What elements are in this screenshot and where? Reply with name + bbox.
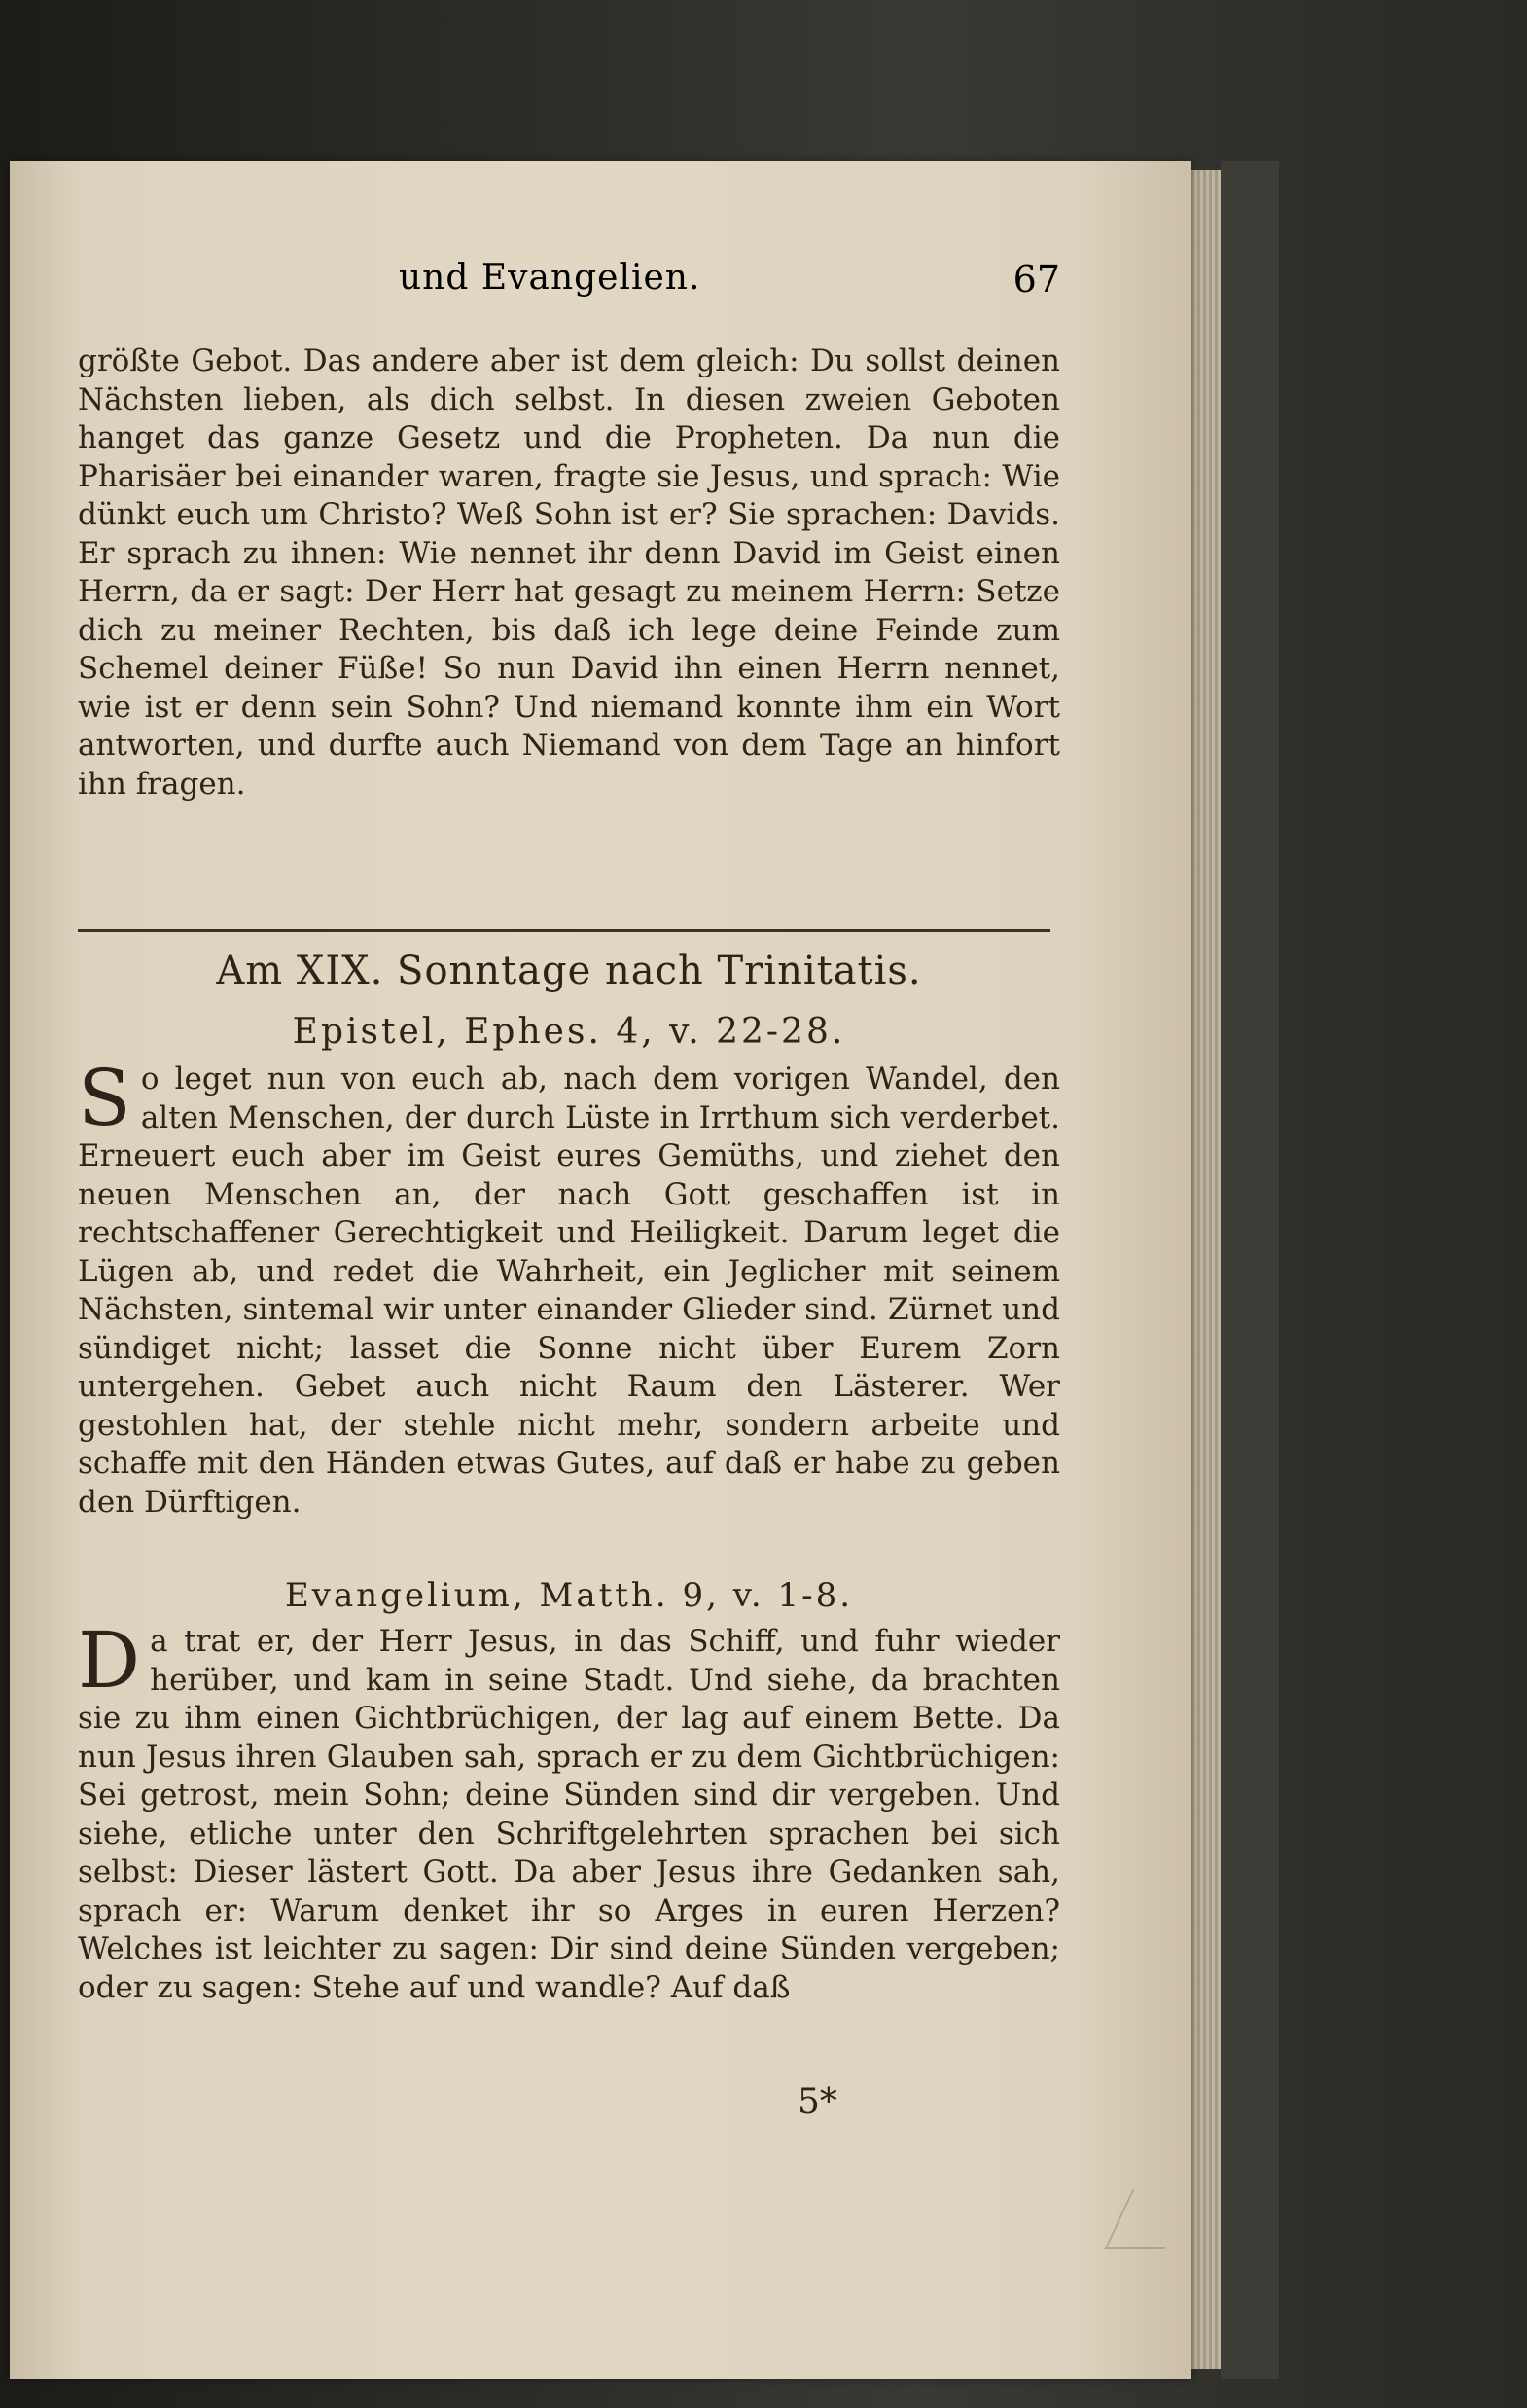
continued-text: größte Gebot. Das andere aber ist dem gleich: Du sollst deinen Nächsten lieben, als dich selbst. In diesen zweien Geboten hanget das ganze Gesetz und die Propheten. Da nun die Pharisäer bei einander waren, fragte sie Jesus, und sprach: Wie dünkt euch um Christo? Weß Sohn ist er? Sie sprachen: Davids. Er sprach zu ihnen: Wie nennet ihr denn David im Geist einen Herrn, da er sagt: Der Herr hat gesagt zu meinem Herrn: Setze dich zu meiner Rechten, bis daß ich lege deine Feinde zum Schemel deiner Füße! So nun David ihn einen Herrn nennet, wie ist er denn sein Sohn? Und niemand konnte ihm ein Wort antworten, und durfte auch Niemand von dem Tage an hinfort ihn fragen.: [78, 343, 1060, 802]
gospel-dropcap: D: [78, 1615, 141, 1706]
signature-mark: 5*: [798, 2082, 837, 2122]
epistle-dropcap: S: [78, 1053, 131, 1143]
sunday-heading: Am XIX. Sonntage nach Trinitatis.: [216, 949, 922, 993]
section-divider: [78, 929, 1050, 932]
epistle-text-block: [78, 1053, 1060, 1522]
epistle-text: o leget nun von euch ab, nach dem vorigen Wandel, den alten Menschen, der durch Lüste in Irrthum sich verderbet. Erneuert euch aber im Geist eures Gemüths, und ziehet den neuen Menschen an, der nach Gott geschaffen ist in rechtschaffener Gerechtigkeit und Heiligkeit. Darum leget die Lügen ab, und redet die Wahrheit, ein Jeglicher mit seinem Nächsten, sintemal wir unter einander Glieder sind. Zürnet und sündiget nicht; lasset die Sonne nicht über Eurem Zorn untergehen. Gebet auch nicht Raum den Lästerer. Wer gestohlen hat, der stehle nicht mehr, sondern arbeite und schaffe mit den Händen etwas Gutes, auf daß er habe zu geben den Dürftigen.: [78, 1061, 1060, 1520]
running-title: und Evangelien.: [399, 258, 701, 298]
book-cover-edge: [1221, 161, 1279, 2379]
running-head: [78, 258, 1060, 306]
gospel-text-block: [78, 1615, 1060, 2007]
epistle-heading: Epistel, Ephes. 4, v. 22-28.: [292, 1012, 846, 1052]
gospel-text: a trat er, der Herr Jesus, in das Schiff, und fuhr wieder herüber, und kam in seine Stadt. Und siehe, da brachten sie zu ihm einen Gichtbrüchigen, der lag auf einem Bette. Da nun Jesus ihren Glauben sah, sprach er zu dem Gichtbrüchigen: Sei getrost, mein Sohn; deine Sünden sind dir vergeben. Und siehe, etliche unter den Schriftgelehrten sprachen bei sich selbst: Dieser lästert Gott. Da aber Jesus ihre Gedanken sah, sprach er: Warum denket ihr so Arges in euren Herzen? Welches ist leichter zu sagen: Dir sind deine Sünden vergeben; oder zu sagen: Stehe auf und wandle? Auf daß: [78, 1624, 1060, 2005]
gospel-heading: Evangelium, Matth. 9, v. 1-8.: [284, 1576, 854, 1615]
page-number: 67: [1012, 258, 1060, 301]
